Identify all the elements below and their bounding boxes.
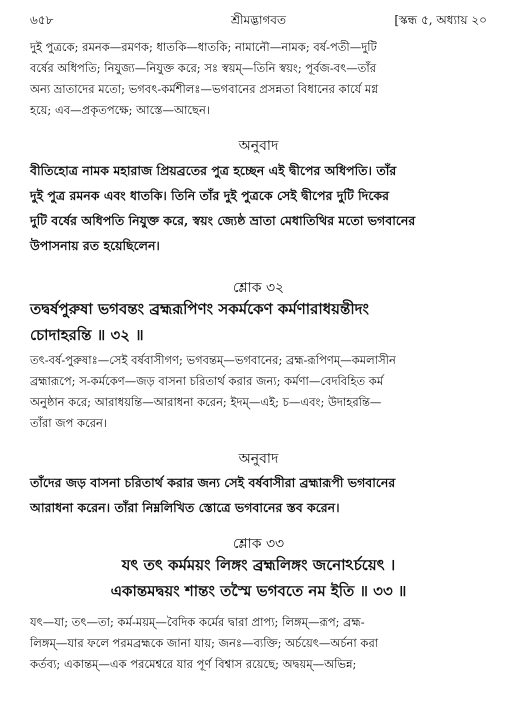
synonym-line: ব্রহ্মারূপে; স-কর্মকেণ—জড় বাসনা চরিতার্থ করার জন্য; কর্মণা—বেদবিহিত কর্ম [30, 374, 384, 388]
verse-heading-32: শ্লোক ৩২ [232, 280, 285, 296]
synonym-line: হয়ে; এব—প্রকৃতপক্ষে; আস্তে—আছেন। [30, 103, 210, 117]
verse-line: তদ্বর্ষপুরুষা ভগবন্তং ব্রহ্মরূপিণং সকর্মকেণ কর্মণারাধয়ন্তীদং [30, 300, 369, 318]
verse-line: যৎ তৎ কর্মময়ং লিঙ্গং ব্রহ্মলিঙ্গং জনোঽর্চয়েৎ । [121, 556, 396, 574]
synonym-line: দুই পুত্রকে; রমনক—রমণক; ধাতকি—ধাতকি; নামানৌ—নামক; বর্ষ-পতী—দুটি [30, 40, 377, 54]
verse-heading-33: শ্লোক ৩৩ [232, 536, 285, 552]
translation-line: উপাসনায় রত হয়েছিলেন। [30, 238, 160, 253]
section-reference: [স্কন্ধ ৫, অধ্যায় ২০ [394, 13, 487, 27]
translation-heading-2: অনুবাদ [238, 451, 279, 467]
translation-line: দুই পুত্র রমনক এবং ধাতকি। তিনি তাঁর দুই পুত্রকে সেই দ্বীপের দুটি দিকের [30, 188, 389, 203]
synonym-line: অন্য ভ্রাতাদের মতো; ভগবৎ-কর্মশীলঃ—ভগবানের প্রসন্নতা বিধানের কার্যে মগ্ন [30, 82, 379, 96]
synonym-line: লিঙ্গম্—যার ফলে পরমব্রহ্মকে জানা যায়; জনঃ—ব্যক্তি; অর্চয়েৎ—অর্চনা করা [30, 636, 379, 650]
verse-line: চোদাহরন্তি ॥ ৩২ ॥ [30, 326, 144, 344]
translation-block-2 [30, 470, 487, 520]
verse-line: একান্তমদ্বয়ং শান্তং তস্মৈ ভগবতে নম ইতি ॥ ৩৩ ॥ [110, 582, 407, 600]
verse-text-33 [30, 552, 487, 604]
translation-line: দুটি বর্ষের অধিপতি নিযুক্ত করে, স্বয়ং জ্যেষ্ঠ ভ্রাতা মেধাতিথির মতো ভগবানের [30, 213, 416, 228]
translation-line: বীতিহোত্র নামক মহারাজ প্রিয়ব্রতের পুত্র হচ্ছেন এই দ্বীপের অধিপতি। তাঁর [30, 163, 397, 178]
book-title: শ্রীমদ্ভাগবত [230, 13, 286, 27]
translation-line: আরাধনা করেন। তাঁরা নিম্নলিখিত স্তোত্রে ভগবানের স্তব করেন। [30, 500, 340, 515]
translation-block-1 [30, 158, 487, 258]
synonyms-block-2 [30, 350, 487, 434]
synonym-line: যৎ—যা; তৎ—তা; কর্ম-ময়ম্—বৈদিক কর্মের দ্বারা প্রাপ্য; লিঙ্গম্—রূপ; ব্রহ্ম- [30, 615, 365, 629]
synonym-line: তাঁরা জপ করেন। [30, 416, 107, 430]
page-header [30, 12, 487, 30]
synonyms-block-3 [30, 612, 487, 675]
page-number: ৬৫৮ [30, 13, 54, 27]
verse-text-32 [30, 296, 487, 348]
synonym-line: বর্ষের অধিপতি; নিযুজ্য—নিযুক্ত করে; সঃ স্বয়ম্—তিনি স্বয়ং; পূর্বজ-বৎ—তাঁর [30, 61, 377, 75]
translation-line: তাঁদের জড় বাসনা চরিতার্থ করার জন্য সেই বর্ষবাসীরা ব্রহ্মারূপী ভগবানের [30, 475, 396, 490]
synonym-line: অনুষ্ঠান করে; আরাধয়ন্তি—আরাধনা করেন; ইদম্—এই; চ—এবং; উদাহরন্তি— [30, 395, 382, 409]
synonym-line: তৎ-বর্ষ-পুরুষাঃ—সেই বর্ষবাসীগণ; ভগবন্তম্—ভগবানের; ব্রহ্ম-রূপিণম্—কমলাসীন [30, 353, 396, 367]
synonym-line: কর্তব্য; একান্তম্—এক পরমেশ্বরে যার পূর্ণ বিশ্বাস রয়েছে; অদ্বয়ম্—অভিন্ন; [30, 657, 357, 671]
translation-heading-1: অনুবাদ [238, 138, 279, 154]
synonyms-block-1 [30, 37, 487, 121]
